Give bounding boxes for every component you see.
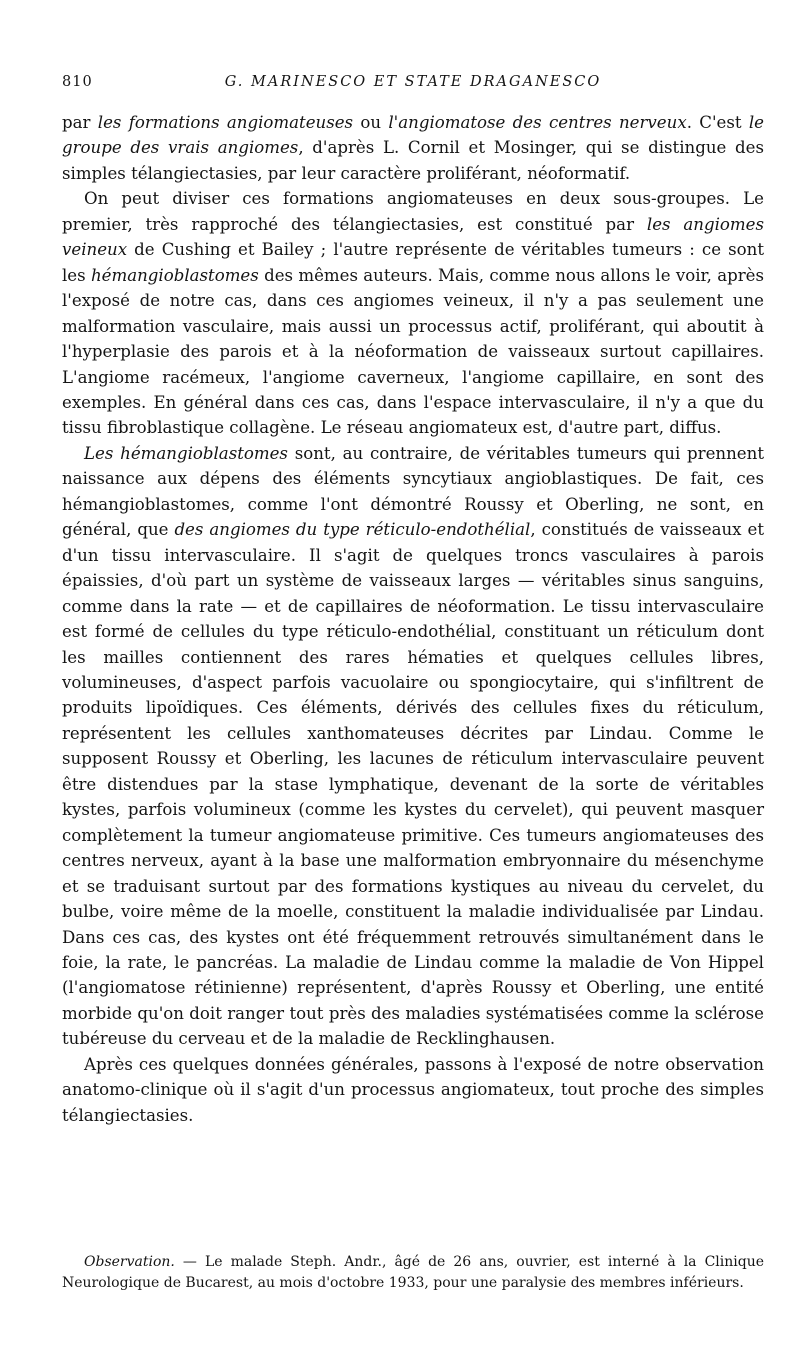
text-run: ou	[353, 113, 389, 132]
text-run: On peut diviser ces formations angiomateuses en deux sous-groupes. Le premier, très rapproché des télangiectasies, est constitué par	[62, 189, 764, 234]
observation-label: Observation.	[84, 1254, 175, 1270]
text-run: , d'après L. Cornil et Mosinger, qui se distingue des simples télangiectasies, par leur caractère proliférant, néoformatif.	[62, 138, 764, 183]
italic-run: des angiomes du type réticulo-endothélial	[174, 520, 531, 540]
text-run: des mêmes auteurs. Mais, comme nous allons le voir, après l'exposé de notre cas, dans ces angiomes veineux, il n'y a pas seulement une malformation vasculaire, mais aussi un processus actif, proliférant, qui aboutit à l'hyperplasie des parois et à la néoformation de vaisseaux surtout capillaires. L'angiome racémeux, l'angiome caverneux, l'angiome capillaire, en sont des exemples. En général dans ces cas, dans l'espace intervasculaire, il n'y a que du tissu fibroblastique collagène. Le réseau angiomateux est, d'autre part, diffus.	[62, 265, 764, 438]
page-header	[62, 74, 764, 96]
italic-run: les formations angiomateuses	[97, 113, 354, 132]
observation-text: — Le malade Steph. Andr., âgé de 26 ans, ouvrier, est interné à la Clinique Neurologique de Bucarest, au mois d'octobre 1933, pour une paralysie des membres inférieurs.	[62, 1254, 764, 1291]
observation-note	[62, 1252, 764, 1294]
italic-run: Les hémangioblastomes	[84, 443, 288, 463]
page-number: 810	[62, 74, 93, 90]
paragraph	[62, 186, 764, 441]
text-run: . C'est	[686, 113, 749, 132]
italic-run: le groupe des vrais angiomes	[62, 113, 764, 158]
italic-run: les angiomes veineux	[62, 214, 764, 260]
italic-run: l'angiomatose des centres nerveux	[388, 113, 687, 132]
text-run: par	[62, 113, 98, 132]
text-run: sont, au contraire, de véritables tumeurs qui prennent naissance aux dépens des éléments syncytiaux angioblastiques. De fait, ces hémangioblastomes, comme l'ont démontré Roussy et Oberling, ne sont, en général, que	[62, 443, 764, 540]
paragraph	[62, 1052, 764, 1128]
text-run: de Cushing et Bailey ; l'autre représente de véritables tumeurs : ce sont les	[62, 240, 764, 285]
italic-run: hémangioblastomes	[90, 265, 259, 285]
running-head: G. MARINESCO ET STATE DRAGANESCO	[224, 74, 602, 90]
text-run: , constitués de vaisseaux et d'un tissu intervasculaire. Il s'agit de quelques troncs vasculaires à parois épaissies, d'où part un système de vaisseaux larges — véritables sinus sanguins, comme dans la rate — et de capillaires de néoformation. Le tissu intervasculaire est formé de cellules du type réticulo-endothélial, constituant un réticulum dont les mailles contiennent des rares hématies et quelques cellules libres, volumineuses, d'aspect parfois vacuolaire ou spongiocytaire, qui s'infiltrent de produits lipoïdiques. Ces éléments, dérivés des cellules fixes du réticulum, représentent les cellules xanthomateuses décrites par Lindau. Comme le supposent Roussy et Oberling, les lacunes de réticulum intervasculaire peuvent être distendues par la stase lymphatique, devenant de la sorte de véritables kystes, parfois volumineux (comme les kystes du cervelet), qui peuvent masquer complètement la tumeur angiomateuse primitive. Ces tumeurs angiomateuses des centres nerveux, ayant à la base une malformation embryonnaire du mésenchyme et se traduisant surtout par des formations kystiques au niveau du cervelet, du bulbe, voire même de la moelle, constituent la maladie individualisée par Lindau. Dans ces cas, des kystes ont été fréquemment retrouvés simultanément dans le foie, la rate, le pancréas. La maladie de Lindau comme la maladie de Von Hippel (l'angiomatose rétinienne) représentent, d'après Roussy et Oberling, une entité morbide qu'on doit ranger tout près des maladies systématisées comme la sclérose tubéreuse du cerveau et de la maladie de Recklinghausen.	[62, 520, 764, 1049]
text-run: Après ces quelques données générales, passons à l'exposé de notre observation anatomo-clinique où il s'agit d'un processus angiomateux, tout proche des simples télangiectasies.	[62, 1054, 764, 1125]
body-text	[62, 110, 764, 1128]
paragraph	[62, 110, 764, 186]
paragraph	[62, 441, 764, 1052]
